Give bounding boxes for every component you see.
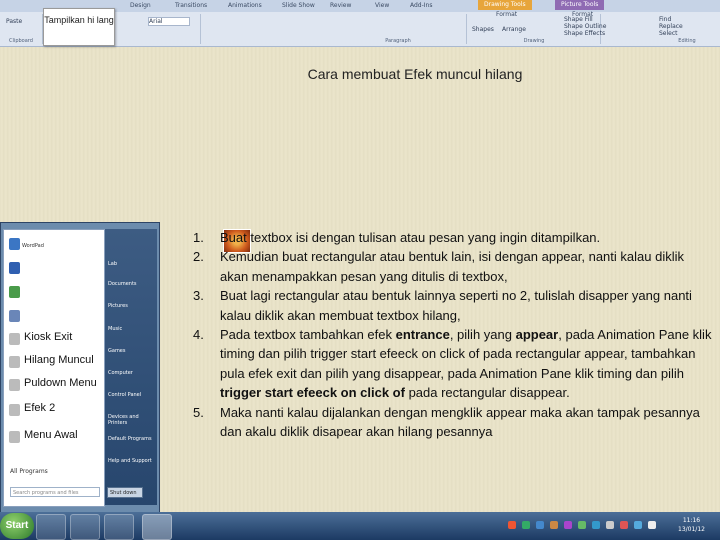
tab-animations[interactable]: Animations: [228, 2, 262, 9]
tooltip-tampilkan-hilang: [43, 8, 115, 46]
tooltip-text: Tampilkan hi lang: [44, 15, 114, 25]
taskbar: [0, 512, 720, 540]
font-group: [120, 14, 201, 44]
start-link[interactable]: Pictures: [108, 303, 128, 309]
arrange-button[interactable]: Arrange: [502, 26, 526, 33]
step-number: 4.: [193, 327, 204, 343]
tab-drawing-format[interactable]: Format: [496, 11, 518, 18]
tab-view[interactable]: View: [375, 2, 390, 9]
start-link[interactable]: Devices and Printers: [108, 414, 139, 426]
shapes-button[interactable]: Shapes: [472, 26, 494, 33]
steps-list: [193, 228, 713, 441]
app-icon: [9, 356, 20, 368]
step-text: Maka nanti kalau dijalankan dengan mengklik appear maka akan tampak pesannya dan akalu diklik disapear akan hilang pesannya: [220, 404, 700, 440]
drawing-label: Drawing: [523, 38, 545, 44]
powerpoint-icon[interactable]: [142, 514, 172, 540]
font-name-select[interactable]: Arial: [148, 17, 190, 26]
editing-group: [655, 14, 719, 44]
step-item: [193, 228, 713, 247]
start-menu-item[interactable]: Puldown Menu: [24, 377, 97, 389]
step-number: 1.: [193, 230, 204, 245]
select-button[interactable]: Select: [659, 30, 678, 37]
tab-slide-show[interactable]: Slide Show: [282, 2, 315, 9]
tray-icon[interactable]: [564, 521, 572, 529]
clock-time: 11:16: [682, 517, 701, 524]
step-item: [193, 325, 713, 403]
shape-effects-button[interactable]: Shape Effects: [564, 30, 606, 37]
start-link[interactable]: Games: [108, 348, 126, 354]
start-menu-item[interactable]: Efek 2: [24, 402, 56, 414]
step-text: Buat textbox isi dengan tulisan atau pesan yang ingin ditampilkan.: [220, 230, 601, 245]
tab-add-ins[interactable]: Add-Ins: [410, 2, 433, 9]
wordpad-item[interactable]: WordPad: [22, 243, 44, 249]
clipboard-group: [0, 14, 43, 44]
paste-button[interactable]: Paste: [6, 18, 23, 25]
step-item: [193, 403, 713, 442]
replace-button[interactable]: Replace: [659, 23, 683, 30]
tray-icon[interactable]: [536, 521, 544, 529]
clipboard-label: Clipboard: [9, 38, 33, 44]
all-programs-link[interactable]: All Programs: [10, 468, 48, 475]
start-link[interactable]: Documents: [108, 281, 137, 287]
tab-drawing-tools[interactable]: Drawing Tools: [478, 0, 532, 10]
tray-icon[interactable]: [620, 521, 628, 529]
step-text: Pada textbox tambahkan efek entrance, pilih yang appear, pada Animation Pane klik timing dan pilih trigger start efeeck on click of pada rectangular appear, tambahkan pula efek exit dan pilih yang disappear, pada Animation Pane klik timing dan pilih trigger start efeeck on click of pada rectangular disappear.: [220, 327, 712, 401]
step-number: 5.: [193, 404, 204, 420]
tray-icon[interactable]: [522, 521, 530, 529]
tray-icon[interactable]: [592, 521, 600, 529]
start-link[interactable]: Lab: [108, 261, 118, 267]
shape-fill-button[interactable]: Shape Fill: [564, 16, 593, 23]
app-icon: [9, 431, 20, 443]
tray-icon[interactable]: [508, 521, 516, 529]
start-menu-programs-pane: [3, 229, 105, 507]
slide-title: Cara membuat Efek muncul hilang: [307, 66, 523, 82]
app-icon: [9, 333, 20, 345]
wordpad-icon: [9, 238, 20, 250]
shape-outline-button[interactable]: Shape Outline: [564, 23, 607, 30]
start-menu-item[interactable]: Hilang Muncul: [24, 354, 94, 366]
shutdown-button[interactable]: Shut down: [107, 487, 143, 498]
media-player-icon[interactable]: [104, 514, 134, 540]
find-button[interactable]: Find: [659, 16, 672, 23]
search-input[interactable]: Search programs and files: [10, 487, 100, 497]
start-link[interactable]: Music: [108, 326, 123, 332]
start-menu-item[interactable]: Kiosk Exit: [24, 331, 73, 343]
step-text: Buat lagi rectangular atau bentuk lainnya seperti no 2, tulislah disapper yang nanti kalau diklik akan membuat textbox hilang,: [220, 288, 692, 323]
clock[interactable]: [678, 516, 705, 534]
tray-icon[interactable]: [550, 521, 558, 529]
network-icon[interactable]: [634, 521, 642, 529]
paragraph-label: Paragraph: [385, 38, 411, 44]
clock-date: 13/01/12: [678, 526, 705, 533]
step-number: 3.: [193, 288, 204, 304]
start-link[interactable]: Help and Support: [108, 458, 152, 464]
step-item: [193, 247, 713, 286]
volume-icon[interactable]: [648, 521, 656, 529]
start-link[interactable]: Control Panel: [108, 392, 142, 398]
folder-icon[interactable]: [70, 514, 100, 540]
app-icon: [9, 379, 20, 391]
step-text: Kemudian buat rectangular atau bentuk lain, isi dengan appear, nanti kalau diklik akan menampakkan pesan yang ditulis di textbox,: [220, 249, 684, 284]
tab-review[interactable]: Review: [330, 2, 352, 9]
step-item: [193, 286, 713, 325]
word-icon: [9, 262, 20, 274]
start-button[interactable]: Start: [0, 513, 34, 539]
editing-label: Editing: [678, 38, 696, 44]
tray-icon[interactable]: [578, 521, 586, 529]
ie-icon[interactable]: [36, 514, 66, 540]
step-number: 2.: [193, 249, 204, 265]
app-icon: [9, 286, 20, 298]
paragraph-group: [330, 14, 467, 44]
start-link[interactable]: Computer: [108, 370, 133, 376]
tab-design[interactable]: Design: [130, 2, 151, 9]
start-link[interactable]: Default Programs: [108, 436, 152, 442]
app-icon: [9, 404, 20, 416]
tab-transitions[interactable]: Transitions: [175, 2, 208, 9]
drawing-group: [468, 14, 607, 44]
tab-picture-tools[interactable]: Picture Tools: [555, 0, 604, 10]
start-menu: [0, 222, 160, 514]
start-menu-item[interactable]: Menu Awal: [24, 429, 78, 441]
start-menu-places-pane: [105, 229, 157, 505]
tab-picture-format[interactable]: Format: [572, 11, 594, 18]
tray-icon[interactable]: [606, 521, 614, 529]
app-icon: [9, 310, 20, 322]
